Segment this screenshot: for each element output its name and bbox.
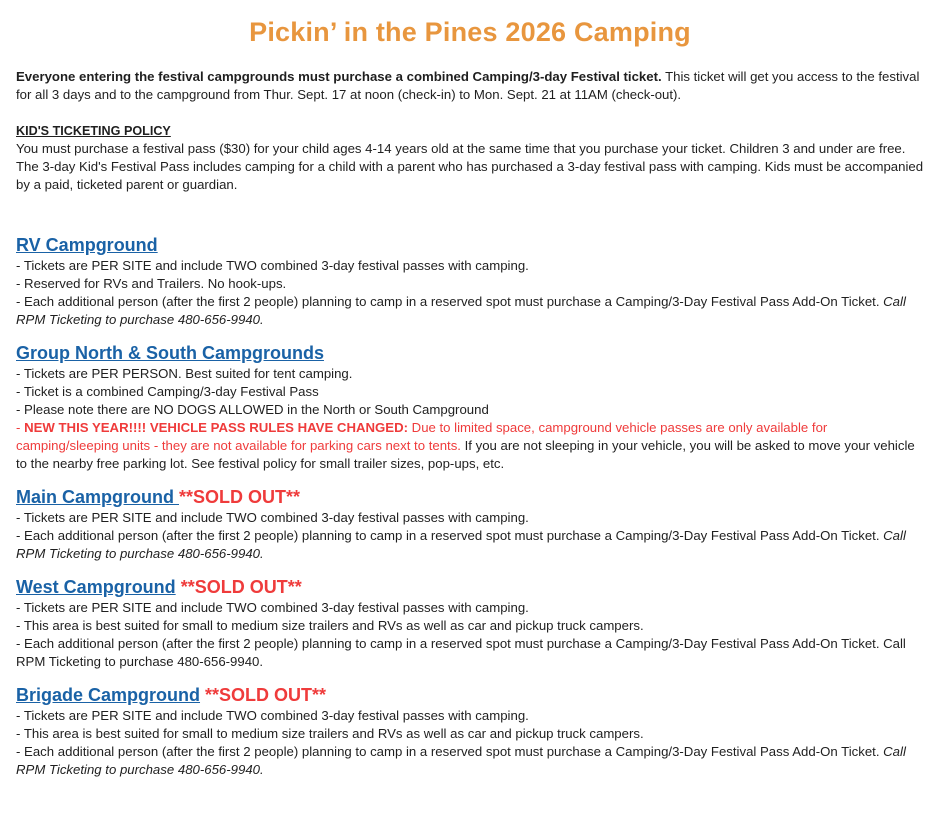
list-item: - Tickets are PER SITE and include TWO combined 3-day festival passes with camping. [16, 510, 529, 525]
list-item: - Ticket is a combined Camping/3-day Festival Pass [16, 384, 319, 399]
list-item: - Each additional person (after the first 2 people) planning to camp in a reserved spot must purchase a Camping/3-Day Festival Pass Add-On Ticket. Call RPM Ticketing to purchase 480-656-9940. [16, 636, 906, 669]
section-heading [16, 575, 924, 599]
brigade-campground-link[interactable]: Brigade Campground [16, 685, 201, 705]
bullet-list [16, 707, 924, 779]
list-item: - Reserved for RVs and Trailers. No hook-ups. [16, 276, 287, 291]
kids-policy [16, 122, 924, 194]
list-item: - This area is best suited for small to medium size trailers and RVs as well as car and pickup truck campers. [16, 618, 644, 633]
list-item [16, 527, 924, 563]
main-campground-link[interactable]: Main Campground [16, 487, 179, 507]
bullet-list [16, 509, 924, 563]
section-rv-campground [16, 233, 924, 329]
kids-policy-text: You must purchase a festival pass ($30) for your child ages 4-14 years old at the same time that you purchase your ticket. Children 3 and under are free. The 3-day Kid's Festival Pass includes camping for a child with a parent who has purchased a 3-day festival pass with camping. Kids must be accompanied by a paid, ticketed parent or guardian. [16, 141, 924, 192]
bullet-list [16, 257, 924, 329]
list-item: - Tickets are PER PERSON. Best suited for tent camping. [16, 366, 353, 381]
section-west-campground [16, 575, 924, 671]
section-heading [16, 233, 924, 257]
list-item-text: - Each additional person (after the first 2 people) planning to camp in a reserved spot must purchase a Camping/3-Day Festival Pass Add-On Ticket. [16, 744, 884, 759]
list-item: - Tickets are PER SITE and include TWO combined 3-day festival passes with camping. [16, 258, 529, 273]
section-heading [16, 683, 924, 707]
sold-out-badge: **SOLD OUT** [205, 685, 327, 705]
bullet-list [16, 599, 924, 671]
list-item-text: - Each additional person (after the first 2 people) planning to camp in a reserved spot must purchase a Camping/3-Day Festival Pass Add-On Ticket. [16, 528, 884, 543]
list-item-text: - Each additional person (after the first 2 people) planning to camp in a reserved spot must purchase a Camping/3-Day Festival Pass Add-On Ticket. [16, 294, 884, 309]
section-main-campground [16, 485, 924, 563]
intro-bold-text: Everyone entering the festival campgrounds must purchase a combined Camping/3-day Festival ticket. [16, 69, 662, 84]
list-item: - Tickets are PER SITE and include TWO combined 3-day festival passes with camping. [16, 600, 529, 615]
rv-campground-link[interactable]: RV Campground [16, 235, 158, 255]
section-group-campgrounds [16, 341, 924, 473]
west-campground-link[interactable]: West Campground [16, 577, 176, 597]
bullet-list [16, 365, 924, 473]
list-item [16, 419, 924, 473]
list-item [16, 743, 924, 779]
vehicle-pass-alert: NEW THIS YEAR!!!! VEHICLE PASS RULES HAVE CHANGED: [24, 420, 408, 435]
list-item: - This area is best suited for small to medium size trailers and RVs as well as car and pickup truck campers. [16, 726, 644, 741]
call-rpm-note: Call RPM Ticketing to purchase 480-656-9940. [16, 744, 906, 777]
list-item [16, 293, 924, 329]
sold-out-badge: **SOLD OUT** [180, 577, 302, 597]
section-heading [16, 485, 924, 509]
list-item: - Please note there are NO DOGS ALLOWED in the North or South Campground [16, 402, 489, 417]
page-title: Pickin’ in the Pines 2026 Camping [249, 17, 691, 47]
vehicle-pass-alert-text: Due to limited space, campground vehicle passes are only available for camping/sleeping units - they are not available for parking cars next to tents. [16, 420, 828, 453]
section-brigade-campground [16, 683, 924, 779]
group-campgrounds-link[interactable]: Group North & South Campgrounds [16, 343, 324, 363]
sold-out-badge: **SOLD OUT** [179, 487, 301, 507]
kids-policy-heading: KID'S TICKETING POLICY [16, 124, 171, 138]
section-heading [16, 341, 924, 365]
call-rpm-note: Call RPM Ticketing to purchase 480-656-9940. [16, 528, 906, 561]
call-rpm-note: Call RPM Ticketing to purchase 480-656-9940. [16, 294, 906, 327]
list-item: - Tickets are PER SITE and include TWO combined 3-day festival passes with camping. [16, 708, 529, 723]
intro-text: This ticket will get you access to the festival for all 3 days and to the campground from Thur. Sept. 17 at noon (check-in) to Mon. Sept. 21 at 11AM (check-out). [16, 69, 920, 102]
list-item-text: If you are not sleeping in your vehicle, you will be asked to move your vehicle to the nearby free parking lot. See festival policy for small trailer sizes, pop-ups, etc. [16, 438, 915, 471]
intro-paragraph [16, 68, 924, 104]
bullet-dash: - [16, 420, 25, 435]
